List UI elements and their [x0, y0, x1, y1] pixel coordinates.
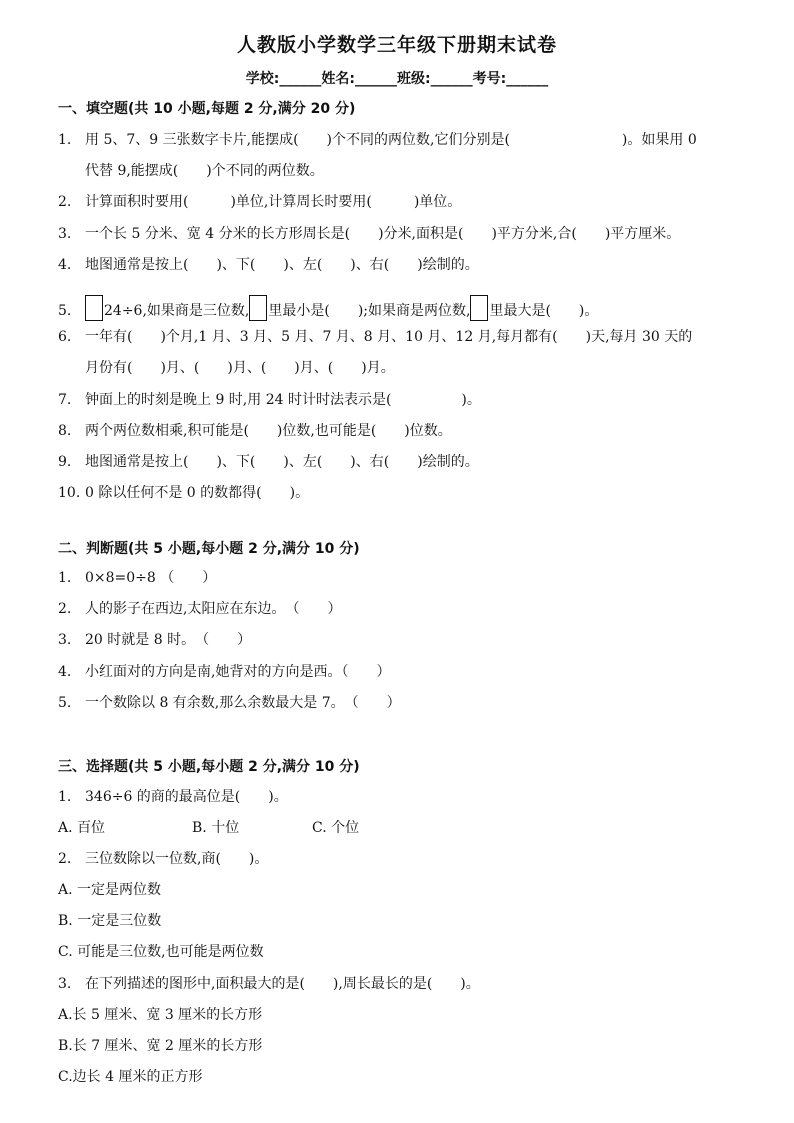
- question-item: 2. 计算面积时要用( )单位,计算周长时要用( )单位。: [58, 194, 462, 210]
- question-item: 5. 一个数除以 8 有余数,那么余数最大是 7。 （ ）: [58, 695, 401, 711]
- question-item: 3. 在下列描述的图形中,面积最大的是( ),周长最长的是( )。: [58, 976, 480, 992]
- choice-option: A. 百位: [58, 820, 106, 836]
- section-heading-fill-in: 一、填空题(共 10 小题,每题 2 分,满分 20 分): [58, 101, 356, 117]
- choice-option: A. 一定是两位数: [58, 882, 162, 898]
- question-continuation: 月份有( )月、( )月、( )月、( )月。: [85, 360, 395, 376]
- question-item: 3. 20 时就是 8 时。 （ ）: [58, 632, 252, 648]
- question-item: 1. 346÷6 的商的最高位是( )。: [58, 789, 288, 805]
- student-info-line: 学校:______姓名:______班级:______考号:______: [245, 71, 549, 87]
- choice-option: C. 可能是三位数,也可能是两位数: [58, 944, 264, 960]
- question-item: 1. 用 5、7、9 三张数字卡片,能摆成( )个不同的两位数,它们分别是( )。如果用 0: [58, 132, 697, 148]
- choice-option: B.长 7 厘米、宽 2 厘米的长方形: [58, 1038, 263, 1054]
- question-item: 4. 地图通常是按上( )、下( )、左( )、右( )绘制的。: [58, 257, 479, 273]
- question-item: 6. 一年有( )个月,1 月、3 月、5 月、7 月、8 月、10 月、12 月,每月都有( )天,每月 30 天的: [58, 329, 693, 345]
- choice-option: C.边长 4 厘米的正方形: [58, 1069, 203, 1085]
- question-continuation: 代替 9,能摆成( )个不同的两位数。: [85, 163, 324, 179]
- question-item: 2. 人的影子在西边,太阳应在东边。 （ ）: [58, 601, 342, 617]
- question-item: 3. 一个长 5 分米、宽 4 分米的长方形周长是( )分米,面积是( )平方分米,合( )平方厘米。: [58, 226, 681, 242]
- question-item: 2. 三位数除以一位数,商( )。: [58, 851, 269, 867]
- blank-box: [470, 295, 488, 321]
- choice-option: C. 个位: [312, 820, 360, 836]
- section-heading-true-false: 二、判断题(共 5 小题,每小题 2 分,满分 10 分): [58, 541, 360, 557]
- blank-box: [249, 295, 267, 321]
- question-item: 5. 24÷6,如果商是三位数, 里最小是( );如果商是两位数, 里最大是( )。: [58, 295, 598, 321]
- question-item: 7. 钟面上的时刻是晚上 9 时,用 24 时计时法表示是( )。: [58, 392, 481, 408]
- question-item: 1. 0×8=0÷8 （ ）: [58, 570, 217, 586]
- page-title: 人教版小学数学三年级下册期末试卷: [236, 34, 557, 56]
- section-heading-multiple-choice: 三、选择题(共 5 小题,每小题 2 分,满分 10 分): [58, 759, 360, 775]
- question-item: 8. 两个两位数相乘,积可能是( )位数,也可能是( )位数。: [58, 423, 452, 439]
- question-item: 4. 小红面对的方向是南,她背对的方向是西。（ ）: [58, 664, 391, 680]
- question-item: 9. 地图通常是按上( )、下( )、左( )、右( )绘制的。: [58, 454, 479, 470]
- blank-box: [85, 295, 103, 321]
- choice-option: B. 十位: [192, 820, 240, 836]
- choice-option: B. 一定是三位数: [58, 913, 162, 929]
- choice-option: A.长 5 厘米、宽 3 厘米的长方形: [58, 1007, 263, 1023]
- question-item: 10. 0 除以任何不是 0 的数都得( )。: [58, 485, 310, 501]
